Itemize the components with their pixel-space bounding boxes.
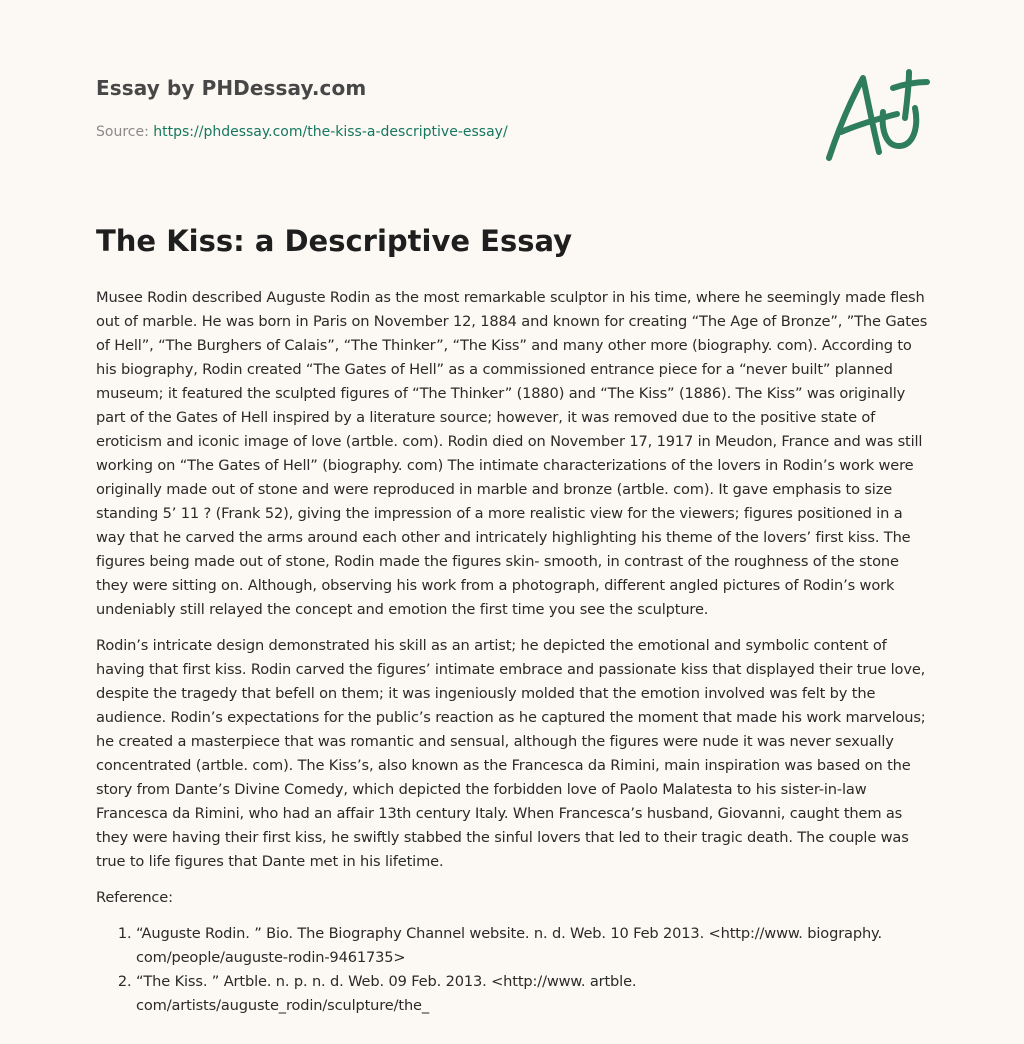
source-line	[96, 124, 508, 140]
essay-paragraph: Rodin’s intricate design demonstrated his skill as an artist; he depicted the emotional and symbolic content of having that first kiss. Rodin carved the figures’ intimate embrace and passionate kiss that displayed their true love, despite the tragedy that befell on them; it was ingeniously molded that the emotion involved was felt by the audience. Rodin’s expectations for the public’s reaction as he captured the moment that made his work marvelous; he created a masterpiece that was romantic and sensual, although the figures were nude it was never sexually concentrated (artble. com). The Kiss’s, also known as the Francesca da Rimini, main inspiration was based on the story from Dante’s Divine Comedy, which depicted the forbidden love of Paolo Malatesta to his sister-in-law Francesca da Rimini, who had an affair 13th century Italy. When Francesca’s husband, Giovanni, caught them as they were having their first kiss, he swiftly stabbed the sinful lovers that led to their tragic death. The couple was true to life figures that Dante met in his lifetime.	[96, 637, 926, 870]
essay-body	[96, 286, 928, 1018]
essay-paragraph: Musee Rodin described Auguste Rodin as the most remarkable sculptor in his time, where he seemingly made flesh out of marble. He was born in Paris on November 12, 1884 and known for creating “The Age of Bronze”, ”The Gates of Hell”, “The Burghers of Calais”, “The Thinker”, “The Kiss” and many other more (biography. com). According to his biography, Rodin created “The Gates of Hell” as a commissioned entrance piece for a “never built” planned museum; it featured the sculpted figures of “The Thinker” (1880) and “The Kiss” (1886). The Kiss” was originally part of the Gates of Hell inspired by a literature source; however, it was removed due to the positive state of eroticism and iconic image of love (artble. com). Rodin died on November 17, 1917 in Meudon, France and was still working on “The Gates of Hell” (biography. com) The intimate characterizations of the lovers in Rodin’s work were originally made out of stone and were reproduced in marble and bronze (artble. com). It gave emphasis to size standing 5’ 11 ? (Frank 52), giving the impression of a more realistic view for the viewers; figures positioned in a way that he carved the arms around each other and intricately highlighting his theme of the lovers’ first kiss. The figures being made out of stone, Rodin made the figures skin- smooth, in contrast of the roughness of the stone they were sitting on. Although, observing his work from a photograph, different angled pictures of Rodin’s work undeniably still relayed the concept and emotion the first time you see the sculpture.	[96, 289, 928, 618]
a-plus-logo-icon	[821, 66, 931, 166]
source-link[interactable]: https://phdessay.com/the-kiss-a-descriptive-essay/	[153, 124, 508, 140]
source-label: Source:	[96, 124, 154, 140]
site-title: Essay by PHDessay.com	[96, 76, 367, 100]
reference-heading: Reference:	[96, 889, 173, 906]
essay-title: The Kiss: a Descriptive Essay	[96, 224, 573, 258]
reference-item: 1. “Auguste Rodin. ” Bio. The Biography Channel website. n. d. Web. 10 Feb 2013. <http://www. biography. com/people/auguste-rodin-9461735>	[136, 922, 928, 970]
reference-list	[96, 922, 928, 1018]
reference-item: 2. “The Kiss. ” Artble. n. p. n. d. Web. 09 Feb. 2013. <http://www. artble. com/artists/auguste_rodin/sculpture/the_	[136, 970, 928, 1018]
